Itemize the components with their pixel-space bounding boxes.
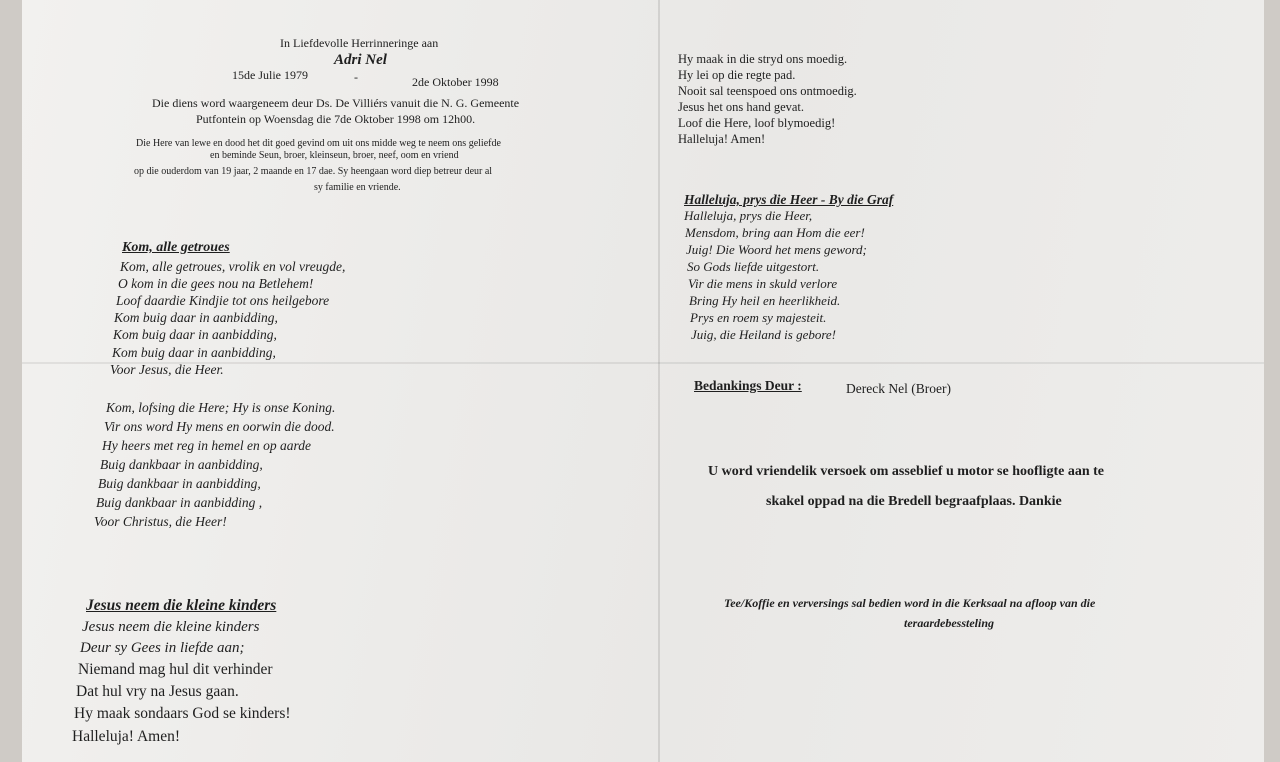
hymn-line: Prys en roem sy majesteit. — [690, 310, 827, 325]
hymn-line: Vir ons word Hy mens en oorwin die dood. — [104, 419, 335, 434]
hymn-line: So Gods liefde uitgestort. — [687, 259, 820, 274]
refreshments-line-1: Tee/Koffie en verversings sal bedien word in die Kerksaal na afloop van die — [724, 596, 1096, 610]
hymn-line: Voor Christus, die Heer! — [94, 514, 227, 529]
hymn-line: Nooit sal teenspoed ons ontmoedig. — [678, 84, 857, 98]
hymn-line: Loof die Here, loof blymoedig! — [678, 116, 836, 130]
hymn-line: Mensdom, bring aan Hom die eer! — [685, 225, 865, 240]
deceased-name: Adri Nel — [334, 52, 387, 68]
hymn-line: Halleluja! Amen! — [72, 728, 181, 745]
notice-line: sy familie en vriende. — [314, 182, 401, 193]
service-line-1: Die diens word waargeneem deur Ds. De Villiérs vanuit die N. G. Gemeente — [152, 96, 520, 110]
notice-line: en beminde Seun, broer, kleinseun, broer, neef, oom en vriend — [210, 150, 459, 161]
service-line-2: Putfontein op Woensdag die 7de Oktober 1998 om 12h00. — [196, 112, 476, 126]
hymn-line: Hy maak in die stryd ons moedig. — [678, 52, 848, 66]
birth-date: 15de Julie 1979 — [232, 68, 308, 82]
refreshments-line-2: teraardebessteling — [904, 616, 994, 630]
hymn-line: Hy maak sondaars God se kinders! — [74, 705, 291, 722]
hymn-line: Niemand mag hul dit verhinder — [78, 661, 273, 678]
hymn-line: Halleluja, prys die Heer, — [684, 208, 813, 223]
hymn-line: Halleluja! Amen! — [678, 132, 766, 146]
thanks-person: Dereck Nel (Broer) — [846, 381, 951, 396]
hymn-line: Buig dankbaar in aanbidding, — [98, 476, 261, 491]
headlights-request-line-1: U word vriendelik versoek om asseblief u motor se hoofligte aan te — [708, 464, 1104, 479]
hymn-line: Kom, alle getroues, vrolik en vol vreugde, — [120, 259, 346, 274]
hymn-line: Dat hul vry na Jesus gaan. — [76, 683, 239, 700]
hymn-line: Deur sy Gees in liefde aan; — [80, 640, 245, 656]
hymn-line: Kom, lofsing die Here; Hy is onse Koning. — [106, 400, 336, 415]
thanks-label: Bedankings Deur : — [694, 378, 802, 393]
hymn-line: Voor Jesus, die Heer. — [110, 362, 224, 377]
hymn3-title: Halleluja, prys die Heer - By die Graf — [684, 192, 894, 207]
hymn-line: Vir die mens in skuld verlore — [688, 276, 838, 291]
hymn-line: Juig! Die Woord het mens geword; — [686, 242, 867, 257]
vertical-fold-line — [658, 0, 660, 762]
hymn-line: Kom buig daar in aanbidding, — [112, 345, 276, 360]
hymn-line: Bring Hy heil en heerlikheid. — [689, 293, 841, 308]
hymn1-title: Kom, alle getroues — [122, 240, 230, 255]
hymn-line: Juig, die Heiland is gebore! — [691, 327, 837, 342]
hymn-line: Hy heers met reg in hemel en op aarde — [102, 438, 311, 453]
headlights-request-line-2: skakel oppad na die Bredell begraafplaas. Dankie — [766, 494, 1062, 509]
notice-line: op die ouderdom van 19 jaar, 2 maande en 17 dae. Sy heengaan word diep betreur deur al — [134, 166, 493, 177]
hymn-line: Buig dankbaar in aanbidding, — [100, 457, 263, 472]
hymn-line: Kom buig daar in aanbidding, — [114, 310, 278, 325]
hymn-line: O kom in die gees nou na Betlehem! — [118, 276, 314, 291]
hymn-line: Buig dankbaar in aanbidding , — [96, 495, 263, 510]
date-dash: - — [354, 70, 358, 84]
notice-line: Die Here van lewe en dood het dit goed gevind om uit ons midde weg te neem ons geliefde — [136, 138, 501, 149]
hymn-line: Jesus neem die kleine kinders — [82, 619, 260, 635]
hymn2-title: Jesus neem die kleine kinders — [86, 597, 277, 614]
memorial-line: In Liefdevolle Herrinneringe aan — [280, 36, 439, 50]
hymn-line: Loof daardie Kindjie tot ons heilgebore — [116, 293, 330, 308]
hymn-line: Jesus het ons hand gevat. — [678, 100, 805, 114]
hymn-line: Hy lei op die regte pad. — [678, 68, 796, 82]
hymn-line: Kom buig daar in aanbidding, — [113, 327, 277, 342]
death-date: 2de Oktober 1998 — [412, 75, 499, 89]
